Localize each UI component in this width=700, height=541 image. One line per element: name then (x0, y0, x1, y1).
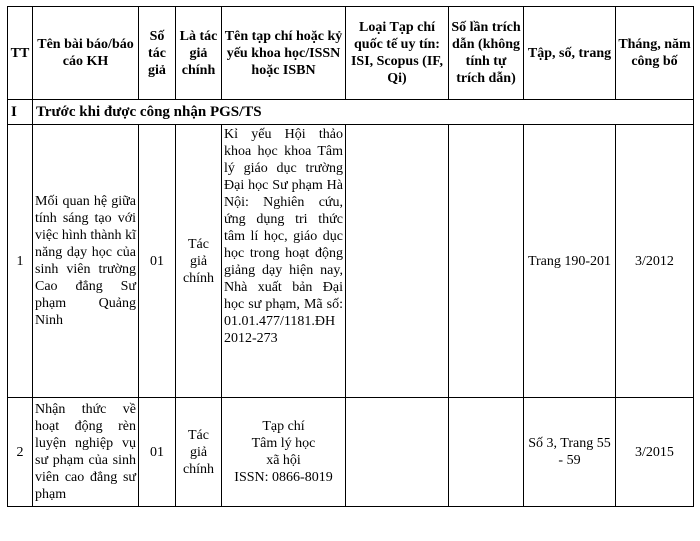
header-intl-type: Loại Tạp chí quốc tế uy tín: ISI, Scopus (IF, Qi) (346, 7, 449, 100)
table-row (8, 125, 694, 398)
row-volume: Số 3, Trang 55 - 59 (524, 398, 616, 507)
section-label: Trước khi được công nhận PGS/TS (33, 100, 694, 125)
row-main-author: Tác giả chính (176, 125, 222, 398)
row-authors: 01 (139, 398, 176, 507)
row-title: Nhận thức về hoạt động rèn luyện nghiệp vụ sư phạm của sinh viên cao đẳng sư phạm (33, 398, 139, 507)
header-title: Tên bài báo/báo cáo KH (33, 7, 139, 100)
table-row (8, 398, 694, 507)
header-citations: Số lần trích dẫn (không tính tự trích dẫn) (449, 7, 524, 100)
section-number: I (8, 100, 33, 125)
header-journal: Tên tạp chí hoặc kỷ yếu khoa học/ISSN hoặc ISBN (222, 7, 346, 100)
journal-line: ISSN: 0866-8019 (234, 470, 333, 485)
row-intl-type (346, 398, 449, 507)
header-authors: Số tác giả (139, 7, 176, 100)
row-authors: 01 (139, 125, 176, 398)
row-citations (449, 125, 524, 398)
row-intl-type (346, 125, 449, 398)
section-row (8, 100, 694, 125)
header-main-author: Là tác giả chính (176, 7, 222, 100)
row-tt: 2 (8, 398, 33, 507)
row-journal (222, 398, 346, 507)
row-volume: Trang 190-201 (524, 125, 616, 398)
row-title: Mối quan hệ giữa tính sáng tạo với việc hình thành kĩ năng dạy học của sinh viên trường Cao đẳng Sư phạm Quảng Ninh (33, 125, 139, 398)
row-date: 3/2012 (616, 125, 694, 398)
journal-line: xã hội (266, 453, 301, 468)
row-date: 3/2015 (616, 398, 694, 507)
row-journal: Kỉ yếu Hội thảo khoa học khoa Tâm lý giáo dục trường Đại học Sư phạm Hà Nội: Nghiên cứu, ứng dụng tri thức tâm lí học, giáo dục học trong hoạt động giảng dạy hiện nay, Nhà xuất bản Đại học sư phạm, Mã số: 01.01.477/1181.ĐH 2012-273 (222, 125, 346, 398)
header-volume: Tập, số, trang (524, 7, 616, 100)
publications-table (7, 6, 694, 507)
header-row (8, 7, 694, 100)
journal-line: Tạp chí (262, 419, 305, 434)
header-tt: TT (8, 7, 33, 100)
row-tt: 1 (8, 125, 33, 398)
journal-line: Tâm lý học (251, 436, 316, 451)
row-citations (449, 398, 524, 507)
row-main-author: Tác giả chính (176, 398, 222, 507)
header-date: Tháng, năm công bố (616, 7, 694, 100)
